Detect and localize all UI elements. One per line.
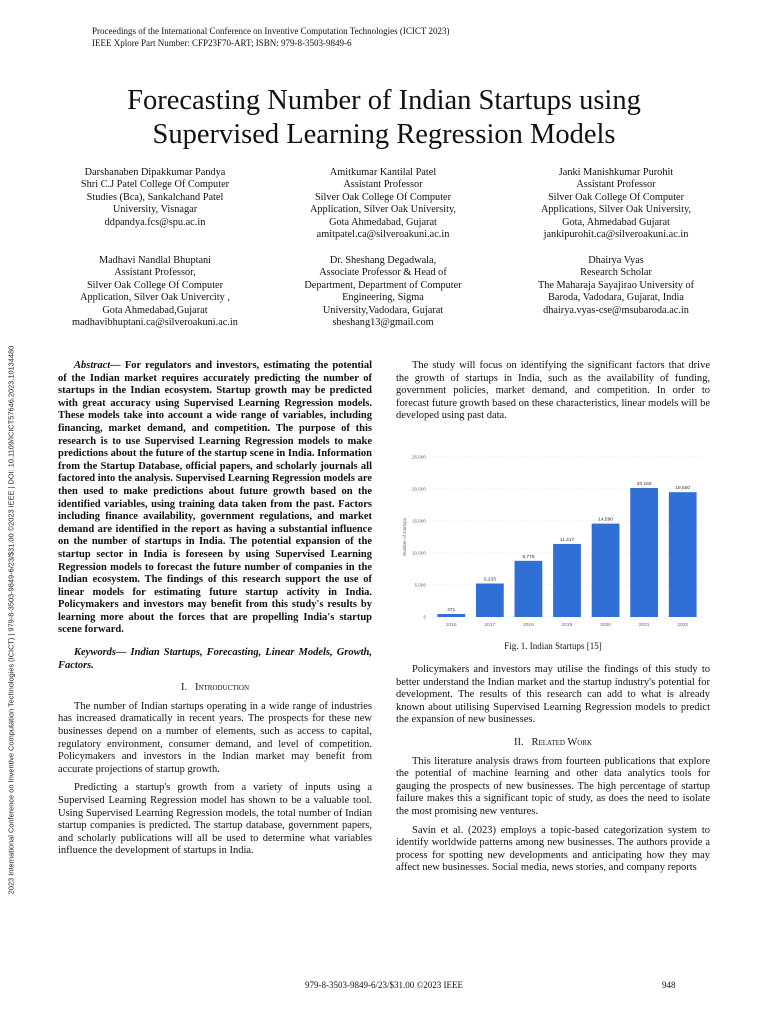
sidebar-text: 2023 International Conference on Inventive Computation Technologies (ICICT) | 979-8-3503-9849-6/23/$31.00 ©2023 IEEE | DOI: 10.1109/ICICT57646.2023.10134480 xyxy=(6,345,16,895)
author-email: amitpatel.ca@silveroakuni.ac.in xyxy=(316,229,450,241)
author-line: Darshanaben Dipakkumar Pandya xyxy=(84,167,226,178)
bar-2016 xyxy=(437,614,465,617)
author-line: Department, Department of Computer xyxy=(304,279,462,291)
author-block xyxy=(283,167,483,241)
paragraph: The study will focus on identifying the significant factors that drive the growth of startups in India, such as the availability of funding, government policies, market demand, and competition. In order to forecast future growth based on these characteristics, linear models will be developed using past data. xyxy=(396,360,710,422)
bar-2018 xyxy=(515,561,543,617)
proceedings-header xyxy=(92,25,449,49)
author-block xyxy=(55,167,255,229)
author-email: jankipurohit.ca@silveroakuni.ac.in xyxy=(543,229,689,241)
title-line-2: Supervised Learning Regression Models xyxy=(152,119,616,150)
author-line: Assistant Professor xyxy=(576,179,656,191)
bar-2017 xyxy=(476,584,504,617)
paragraph: Policymakers and investors may utilise the findings of this study to better understand the Indian market and the startup industry's potential for development. The results of this research can add to what is already known about utilising Supervised Learning Regression models to predict the expansion of new businesses. xyxy=(396,664,710,726)
section-number: I. xyxy=(180,682,188,694)
author-line: Application, Silver Oak Univercity , xyxy=(80,292,230,304)
author-line: The Maharaja Sayajirao University of xyxy=(537,279,695,291)
author-line: Assistant Professor xyxy=(343,179,423,191)
paragraph: This literature analysis draws from fourteen publications that explore the potential of machine learning and other data analytics tools for gauging the prospects of new businesses. The high percentage of startup failure makes this a significant topic of study, as does the need to isolate the most promising new ventures. xyxy=(396,755,710,817)
data-label: 8,775 xyxy=(522,554,535,560)
author-line: Dhairya Vyas xyxy=(588,255,644,266)
bar-2019 xyxy=(553,544,581,617)
data-label: 471 xyxy=(447,607,456,613)
x-tick-label: 2017 xyxy=(484,623,496,628)
author-email: dhairya.vyas-cse@msubaroda.ac.in xyxy=(543,304,689,316)
author-line: Studies (Bca), Sankalchand Patel xyxy=(86,191,224,203)
y-tick-label: 15,000 xyxy=(411,518,426,524)
x-tick-label: 2020 xyxy=(600,623,611,628)
author-line: Gota, Ahmedabad Gujarat xyxy=(562,216,670,228)
author-line: Associate Professor & Head of xyxy=(319,267,447,279)
right-column-top xyxy=(396,360,710,429)
section-title: Related Work xyxy=(531,736,593,748)
section-heading-related-work xyxy=(396,737,710,750)
data-label: 19,500 xyxy=(675,486,691,492)
y-tick-label: 0 xyxy=(423,614,426,620)
author-line: Application, Silver Oak University, xyxy=(309,204,457,216)
title-line-1: Forecasting Number of Indian Startups using xyxy=(127,85,641,116)
author-line: Silver Oak College Of Computer xyxy=(547,191,685,203)
keywords-label: Keywords— xyxy=(74,647,127,659)
figure-1 xyxy=(396,449,710,634)
author-line: University, Visnagar xyxy=(112,204,198,216)
left-column xyxy=(58,360,372,864)
author-line: Gota Ahmedabad, Gujarat xyxy=(329,216,437,228)
doi-sidebar xyxy=(0,0,22,1024)
section-number: II. xyxy=(513,736,524,748)
author-line: Research Scholar xyxy=(580,267,652,279)
data-label: 5,233 xyxy=(483,577,496,583)
footer-copyright: 979-8-3503-9849-6/23/$31.00 ©2023 IEEE xyxy=(304,980,464,990)
author-block xyxy=(55,255,255,329)
x-tick-label: 2018 xyxy=(523,623,534,628)
author-line: University,Vadodara, Gujarat xyxy=(322,304,444,316)
paper-title xyxy=(40,84,728,152)
section-heading-introduction xyxy=(58,682,372,695)
startups-bar-chart xyxy=(396,449,710,634)
y-axis-label: Number of startups xyxy=(402,517,407,557)
right-column-bottom xyxy=(396,664,710,881)
author-line: Applications, Silver Oak University, xyxy=(540,204,692,216)
data-label: 11,417 xyxy=(559,537,575,543)
y-tick-label: 10,000 xyxy=(411,550,426,556)
bar-2020 xyxy=(592,524,620,617)
author-line: Shri C.J Patel College Of Computer xyxy=(80,179,230,191)
author-block xyxy=(516,167,716,241)
keywords-text: Indian Startups, Forecasting, Linear Models, Growth, Factors. xyxy=(58,647,372,671)
section-title: Introduction xyxy=(194,682,250,694)
x-tick-label: 2019 xyxy=(561,623,573,628)
x-tick-label: 2022 xyxy=(677,623,689,628)
author-line: Amitkumar Kantilal Patel xyxy=(329,167,437,178)
author-line: Silver Oak College Of Computer xyxy=(86,279,224,291)
data-label: 14,590 xyxy=(598,517,613,523)
data-label: 20,160 xyxy=(636,481,652,487)
abstract-label: Abstract— xyxy=(74,360,121,371)
author-block xyxy=(283,255,483,329)
y-tick-label: 20,000 xyxy=(411,486,426,492)
author-email: ddpandya.fcs@spu.ac.in xyxy=(104,216,206,228)
abstract-text: For regulators and investors, estimating the potential of the Indian market requires accurately predicting the number of startups in the Indian ecosystem. Startup growth may be predicted with great accuracy using Supervised Learning Regression models. These models take into account a wide range of variables, including financing, market demand, and competition. The purpose of this research is to use Supervised Learning Regression models to make predictions about the future of the startup scene in India. Information from the Startup Database, official papers, and scholarly journals all factored into the analysis. Supervised Learning Regression models are then used to make predictions about future growth based on the identified variables, using training data taken from the past. Factors including finance availability, government regulations, and market demand are identified in the report as having a substantial influence on the number of startups in India. The potential expansion of the startup sector in India is foreseen by using Supervised Learning Regression models to forecast the future number of companies in the Indian ecosystem. The findings of this research support the use of linear models for estimating future startup activity in India. Policymakers and investors may benefit from this study's results by learning more about the forces that are propelling India's startup scene forward. xyxy=(58,360,372,636)
author-block xyxy=(516,255,716,317)
bar-2022 xyxy=(669,492,697,617)
author-line: Engineering, Sigma xyxy=(342,292,424,304)
figure-caption: Fig. 1. Indian Startups [15] xyxy=(504,641,602,651)
author-line: Assistant Professor, xyxy=(114,267,196,279)
y-tick-label: 25,000 xyxy=(411,454,426,460)
bar-2021 xyxy=(630,488,658,617)
x-tick-label: 2016 xyxy=(445,623,457,628)
header-line-2: IEEE Xplore Part Number: CFP23F70-ART; ISBN: 979-8-3503-9849-6 xyxy=(92,38,352,48)
author-line: Gota Ahmedabad,Gujarat xyxy=(102,304,208,316)
paragraph: Savin et al. (2023) employs a topic-based categorization system to identify worldwide patterns among new businesses. The authors provide a process for spotting new developments and anticipating how they may affect new businesses. Social media, news stories, and company reports xyxy=(396,824,710,874)
x-tick-label: 2021 xyxy=(638,623,650,628)
author-line: Dr. Sheshang Degadwala, xyxy=(329,255,437,266)
author-email: madhavibhuptani.ca@silveroakuni.ac.in xyxy=(72,317,238,329)
author-line: Silver Oak College Of Computer xyxy=(314,191,452,203)
author-line: Baroda, Vadodara, Gujarat, India xyxy=(548,292,684,304)
y-tick-label: 5,000 xyxy=(414,582,426,588)
paragraph: Predicting a startup's growth from a variety of inputs using a Supervised Learning Regression model has shown to be a valuable tool. Using Supervised Learning Regression models, the total number of Indian startup companies is predicted. The startup database, government papers, and scholarly publications will all be used to determine what variables influence the development of startups in India. xyxy=(58,782,372,857)
paragraph: The number of Indian startups operating in a wide range of industries has increased dramatically in recent years. The prospects for these new businesses depend on a number of elements, such as access to capital, regulatory environment, consumer demand, and level of competition. Policymakers and investors in the Indian market may benefit from accurate projections of startup growth. xyxy=(58,700,372,775)
keywords xyxy=(58,647,372,672)
page-number: 948 xyxy=(662,980,676,990)
author-line: Madhavi Nandlal Bhuptani xyxy=(98,255,212,266)
abstract xyxy=(58,360,372,637)
author-email: sheshang13@gmail.com xyxy=(332,317,434,329)
author-line: Janki Manishkumar Purohit xyxy=(558,167,674,178)
header-line-1: Proceedings of the International Conference on Inventive Computation Technologies (ICICT 2023) xyxy=(92,26,450,36)
